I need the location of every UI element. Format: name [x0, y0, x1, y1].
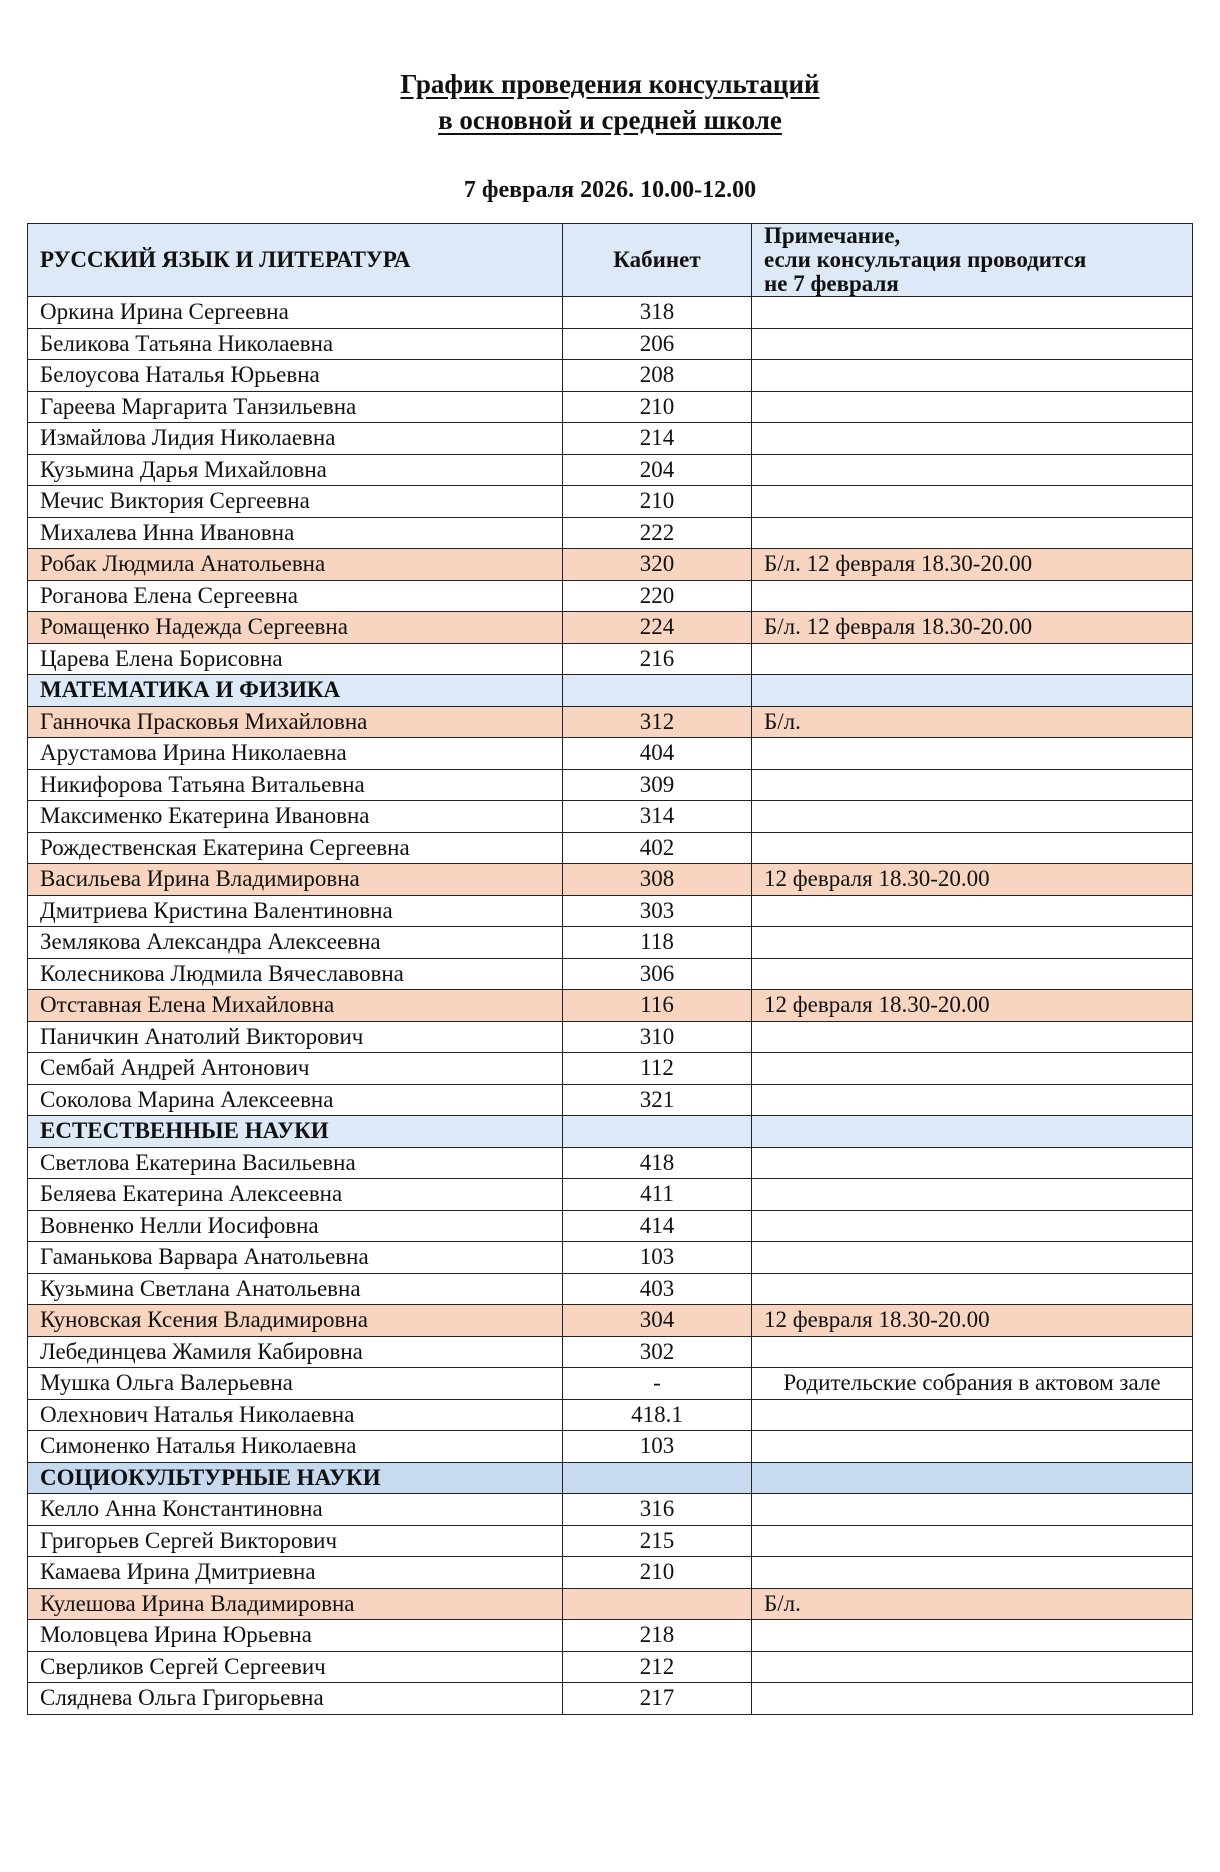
table-row: [28, 1588, 1193, 1620]
note: 12 февраля 18.30-20.00: [752, 990, 1193, 1022]
teacher-name: Землякова Александра Алексеевна: [28, 927, 563, 959]
teacher-name: Лебединцева Жамиля Кабировна: [28, 1336, 563, 1368]
note: [752, 1053, 1193, 1085]
note: [752, 769, 1193, 801]
room-number: 303: [563, 895, 752, 927]
teacher-name: Келло Анна Константиновна: [28, 1494, 563, 1526]
note: [752, 328, 1193, 360]
table-row: [28, 1336, 1193, 1368]
teacher-name: Кузьмина Дарья Михайловна: [28, 454, 563, 486]
title-line-1: График проведения консультаций: [400, 69, 820, 99]
room-number: 308: [563, 864, 752, 896]
room-number: 314: [563, 801, 752, 833]
room-number: 214: [563, 423, 752, 455]
note: [752, 1179, 1193, 1211]
room-number: 403: [563, 1273, 752, 1305]
note: [752, 1431, 1193, 1463]
table-row: [28, 297, 1193, 329]
room-number: [563, 1588, 752, 1620]
note: Б/л.: [752, 1588, 1193, 1620]
title-line-2: в основной и средней школе: [438, 105, 782, 135]
note: [752, 1399, 1193, 1431]
teacher-name: Гареева Маргарита Танзильевна: [28, 391, 563, 423]
section-title: РУССКИЙ ЯЗЫК И ЛИТЕРАТУРА: [28, 224, 563, 297]
room-number: 318: [563, 297, 752, 329]
document-title-2: [0, 104, 1220, 136]
room-number: 222: [563, 517, 752, 549]
teacher-name: Никифорова Татьяна Витальевна: [28, 769, 563, 801]
teacher-name: Мушка Ольга Валерьевна: [28, 1368, 563, 1400]
note: [752, 958, 1193, 990]
section-note-empty: [752, 675, 1193, 707]
table-body: [28, 224, 1193, 1715]
table-row: [28, 1399, 1193, 1431]
room-number: 116: [563, 990, 752, 1022]
teacher-name: Сембай Андрей Антонович: [28, 1053, 563, 1085]
table-row: [28, 895, 1193, 927]
room-number: 418.1: [563, 1399, 752, 1431]
table-row: [28, 1683, 1193, 1715]
note: [752, 1651, 1193, 1683]
teacher-name: Роганова Елена Сергеевна: [28, 580, 563, 612]
note: 12 февраля 18.30-20.00: [752, 864, 1193, 896]
document-title: [0, 68, 1220, 100]
room-number: 414: [563, 1210, 752, 1242]
room-number: 320: [563, 549, 752, 581]
room-number: 310: [563, 1021, 752, 1053]
table-row: [28, 360, 1193, 392]
table-row: [28, 612, 1193, 644]
room-number: 210: [563, 1557, 752, 1589]
room-number: 210: [563, 391, 752, 423]
document-date: 7 февраля 2026. 10.00-12.00: [463, 177, 757, 203]
teacher-name: Светлова Екатерина Васильевна: [28, 1147, 563, 1179]
column-header-note-line: Примечание,: [764, 223, 901, 248]
table-row: [28, 990, 1193, 1022]
teacher-name: Симоненко Наталья Николаевна: [28, 1431, 563, 1463]
room-number: 312: [563, 706, 752, 738]
table-row: [28, 1620, 1193, 1652]
room-number: 206: [563, 328, 752, 360]
room-number: 218: [563, 1620, 752, 1652]
section-header-row: [28, 1462, 1193, 1494]
note: [752, 801, 1193, 833]
teacher-name: Белоусова Наталья Юрьевна: [28, 360, 563, 392]
note: [752, 1273, 1193, 1305]
table-row: [28, 486, 1193, 518]
room-number: 112: [563, 1053, 752, 1085]
teacher-name: Ганночка Прасковья Михайловна: [28, 706, 563, 738]
column-header-room: Кабинет: [563, 224, 752, 297]
note: [752, 1147, 1193, 1179]
section-title: МАТЕМАТИКА И ФИЗИКА: [28, 675, 563, 707]
teacher-name: Отставная Елена Михайловна: [28, 990, 563, 1022]
table-row: [28, 706, 1193, 738]
section-note-empty: [752, 1462, 1193, 1494]
teacher-name: Оркина Ирина Сергеевна: [28, 297, 563, 329]
table-row: [28, 391, 1193, 423]
room-number: 302: [563, 1336, 752, 1368]
room-number: 321: [563, 1084, 752, 1116]
teacher-name: Ромащенко Надежда Сергеевна: [28, 612, 563, 644]
teacher-name: Робак Людмила Анатольевна: [28, 549, 563, 581]
table-row: [28, 1368, 1193, 1400]
note: [752, 1683, 1193, 1715]
teacher-name: Олехнович Наталья Николаевна: [28, 1399, 563, 1431]
note: [752, 1525, 1193, 1557]
room-number: 215: [563, 1525, 752, 1557]
teacher-name: Сляднева Ольга Григорьевна: [28, 1683, 563, 1715]
table-row: [28, 1210, 1193, 1242]
teacher-name: Беликова Татьяна Николаевна: [28, 328, 563, 360]
table-row: [28, 1021, 1193, 1053]
room-number: 224: [563, 612, 752, 644]
table-row: [28, 1242, 1193, 1274]
teacher-name: Григорьев Сергей Викторович: [28, 1525, 563, 1557]
room-number: 411: [563, 1179, 752, 1211]
table-row: [28, 1053, 1193, 1085]
room-number: 103: [563, 1242, 752, 1274]
teacher-name: Моловцева Ирина Юрьевна: [28, 1620, 563, 1652]
table-row: [28, 927, 1193, 959]
teacher-name: Арустамова Ирина Николаевна: [28, 738, 563, 770]
table-row: [28, 328, 1193, 360]
note: [752, 1021, 1193, 1053]
room-number: 402: [563, 832, 752, 864]
room-number: 220: [563, 580, 752, 612]
note: Б/л.: [752, 706, 1193, 738]
teacher-name: Соколова Марина Алексеевна: [28, 1084, 563, 1116]
note: [752, 297, 1193, 329]
room-number: -: [563, 1368, 752, 1400]
section-room-empty: [563, 675, 752, 707]
teacher-name: Мечис Виктория Сергеевна: [28, 486, 563, 518]
room-number: 316: [563, 1494, 752, 1526]
table-row: [28, 958, 1193, 990]
note: [752, 454, 1193, 486]
column-header-note: [752, 224, 1193, 297]
section-room-empty: [563, 1116, 752, 1148]
section-room-empty: [563, 1462, 752, 1494]
teacher-name: Царева Елена Борисовна: [28, 643, 563, 675]
teacher-name: Камаева Ирина Дмитриевна: [28, 1557, 563, 1589]
room-number: 217: [563, 1683, 752, 1715]
teacher-name: Максименко Екатерина Ивановна: [28, 801, 563, 833]
column-header-note-line: не 7 февраля: [764, 271, 899, 296]
table-row: [28, 1557, 1193, 1589]
note: [752, 1336, 1193, 1368]
teacher-name: Михалева Инна Ивановна: [28, 517, 563, 549]
room-number: 309: [563, 769, 752, 801]
note: Б/л. 12 февраля 18.30-20.00: [752, 612, 1193, 644]
section-note-empty: [752, 1116, 1193, 1148]
table-row: [28, 1525, 1193, 1557]
teacher-name: Колесникова Людмила Вячеславовна: [28, 958, 563, 990]
note: [752, 1210, 1193, 1242]
table-row: [28, 423, 1193, 455]
teacher-name: Рождественская Екатерина Сергеевна: [28, 832, 563, 864]
note: [752, 391, 1193, 423]
note: [752, 738, 1193, 770]
column-header-note-line: если консультация проводится: [764, 247, 1087, 272]
note: Родительские собрания в актовом зале: [752, 1368, 1193, 1400]
consultation-table: [27, 223, 1193, 1715]
teacher-name: Кузьмина Светлана Анатольевна: [28, 1273, 563, 1305]
note: [752, 517, 1193, 549]
table-row: [28, 1305, 1193, 1337]
teacher-name: Беляева Екатерина Алексеевна: [28, 1179, 563, 1211]
section-title: СОЦИОКУЛЬТУРНЫЕ НАУКИ: [28, 1462, 563, 1494]
room-number: 212: [563, 1651, 752, 1683]
note: [752, 1494, 1193, 1526]
table-row: [28, 1651, 1193, 1683]
note: [752, 423, 1193, 455]
note: Б/л. 12 февраля 18.30-20.00: [752, 549, 1193, 581]
table-header-row: [28, 224, 1193, 297]
teacher-name: Кулешова Ирина Владимировна: [28, 1588, 563, 1620]
table-row: [28, 864, 1193, 896]
note: [752, 1242, 1193, 1274]
table-row: [28, 643, 1193, 675]
room-number: 210: [563, 486, 752, 518]
table-row: [28, 1431, 1193, 1463]
teacher-name: Куновская Ксения Владимировна: [28, 1305, 563, 1337]
room-number: 304: [563, 1305, 752, 1337]
table-row: [28, 1179, 1193, 1211]
section-header-row: [28, 1116, 1193, 1148]
note: [752, 1557, 1193, 1589]
room-number: 216: [563, 643, 752, 675]
table-row: [28, 801, 1193, 833]
room-number: 204: [563, 454, 752, 486]
note: [752, 832, 1193, 864]
table-row: [28, 1147, 1193, 1179]
teacher-name: Вовненко Нелли Иосифовна: [28, 1210, 563, 1242]
note: [752, 1084, 1193, 1116]
section-title: ЕСТЕСТВЕННЫЕ НАУКИ: [28, 1116, 563, 1148]
note: [752, 360, 1193, 392]
table-row: [28, 769, 1193, 801]
note: [752, 927, 1193, 959]
table-row: [28, 549, 1193, 581]
table-row: [28, 1273, 1193, 1305]
section-header-row: [28, 675, 1193, 707]
note: [752, 1620, 1193, 1652]
note: [752, 486, 1193, 518]
teacher-name: Дмитриева Кристина Валентиновна: [28, 895, 563, 927]
room-number: 306: [563, 958, 752, 990]
room-number: 118: [563, 927, 752, 959]
note: [752, 895, 1193, 927]
room-number: 404: [563, 738, 752, 770]
table-row: [28, 1494, 1193, 1526]
table-row: [28, 738, 1193, 770]
table-row: [28, 580, 1193, 612]
note: [752, 580, 1193, 612]
table-row: [28, 1084, 1193, 1116]
note: [752, 643, 1193, 675]
note: 12 февраля 18.30-20.00: [752, 1305, 1193, 1337]
room-number: 103: [563, 1431, 752, 1463]
teacher-name: Гаманькова Варвара Анатольевна: [28, 1242, 563, 1274]
room-number: 208: [563, 360, 752, 392]
teacher-name: Измайлова Лидия Николаевна: [28, 423, 563, 455]
table-row: [28, 517, 1193, 549]
room-number: 418: [563, 1147, 752, 1179]
table-row: [28, 832, 1193, 864]
teacher-name: Васильева Ирина Владимировна: [28, 864, 563, 896]
table-row: [28, 454, 1193, 486]
teacher-name: Сверликов Сергей Сергеевич: [28, 1651, 563, 1683]
teacher-name: Паничкин Анатолий Викторович: [28, 1021, 563, 1053]
